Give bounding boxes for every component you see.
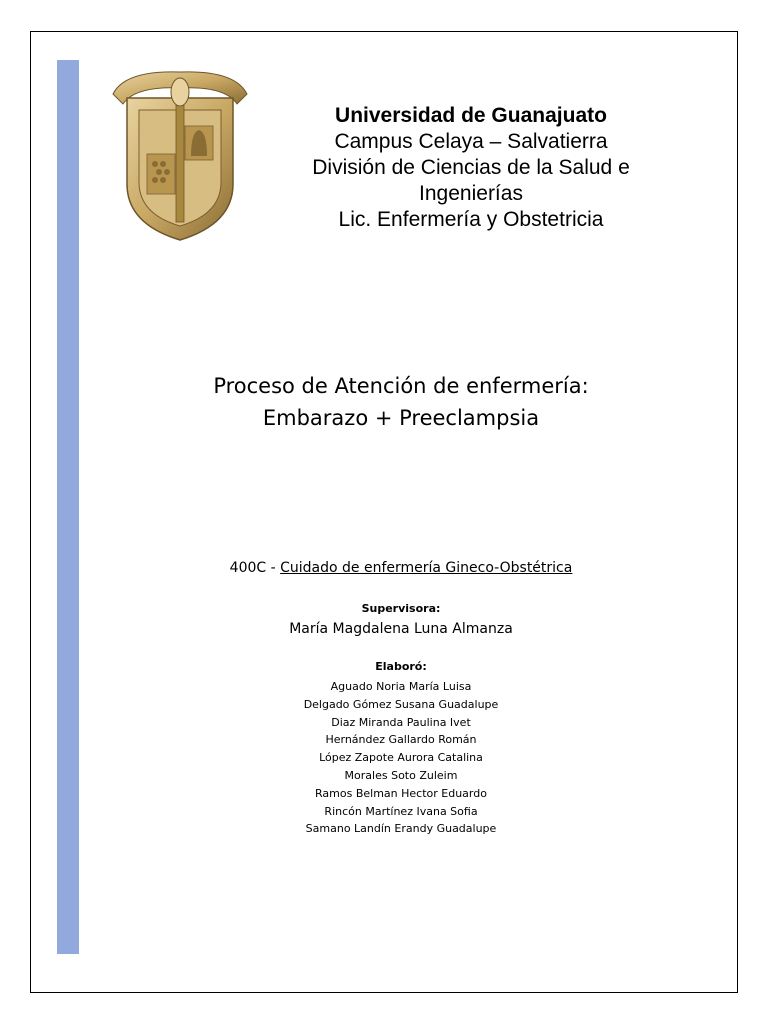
program-name: Lic. Enfermería y Obstetricia [338, 208, 604, 231]
supervisor-label: Supervisora: [361, 602, 441, 615]
campus-name: Campus Celaya – Salvatierra [334, 130, 608, 153]
author-item: Rincón Martínez Ivana Sofia [324, 804, 478, 818]
author-item: Diaz Miranda Paulina Ivet [331, 715, 471, 729]
title-line2: Embarazo + Preeclampsia [262, 406, 540, 430]
author-item: Ramos Belman Hector Eduardo [315, 786, 487, 800]
document-page [30, 31, 738, 993]
author-item: Aguado Noria María Luisa [330, 680, 472, 693]
authors-label: Elaboró: [375, 660, 427, 673]
supervisor-name: María Magdalena Luna Almanza [289, 621, 513, 637]
title-line1: Proceso de Atención de enfermería: [213, 374, 589, 398]
author-item: López Zapote Aurora Catalina [319, 751, 483, 765]
university-crest-icon [105, 64, 255, 244]
document-title [131, 370, 671, 434]
course-name: Cuidado de enfermería Gineco-Obstétrica [280, 560, 573, 576]
author-item: Morales Soto Zuleim [344, 768, 458, 782]
author-item: Samano Landín Erandy Guadalupe [305, 822, 497, 836]
university-name: Universidad de Guanajuato [335, 104, 607, 127]
division-name-line1: División de Ciencias de la Salud e [312, 156, 630, 179]
institution-header [271, 103, 671, 233]
author-item: Delgado Gómez Susana Guadalupe [303, 697, 499, 711]
author-item: Hernández Gallardo Román [325, 733, 477, 747]
authors-list [131, 678, 671, 838]
decorative-side-bar [57, 60, 79, 954]
division-name-line2: Ingenierías [419, 182, 523, 205]
course-info [131, 560, 671, 576]
course-code: 400C - [229, 560, 281, 576]
